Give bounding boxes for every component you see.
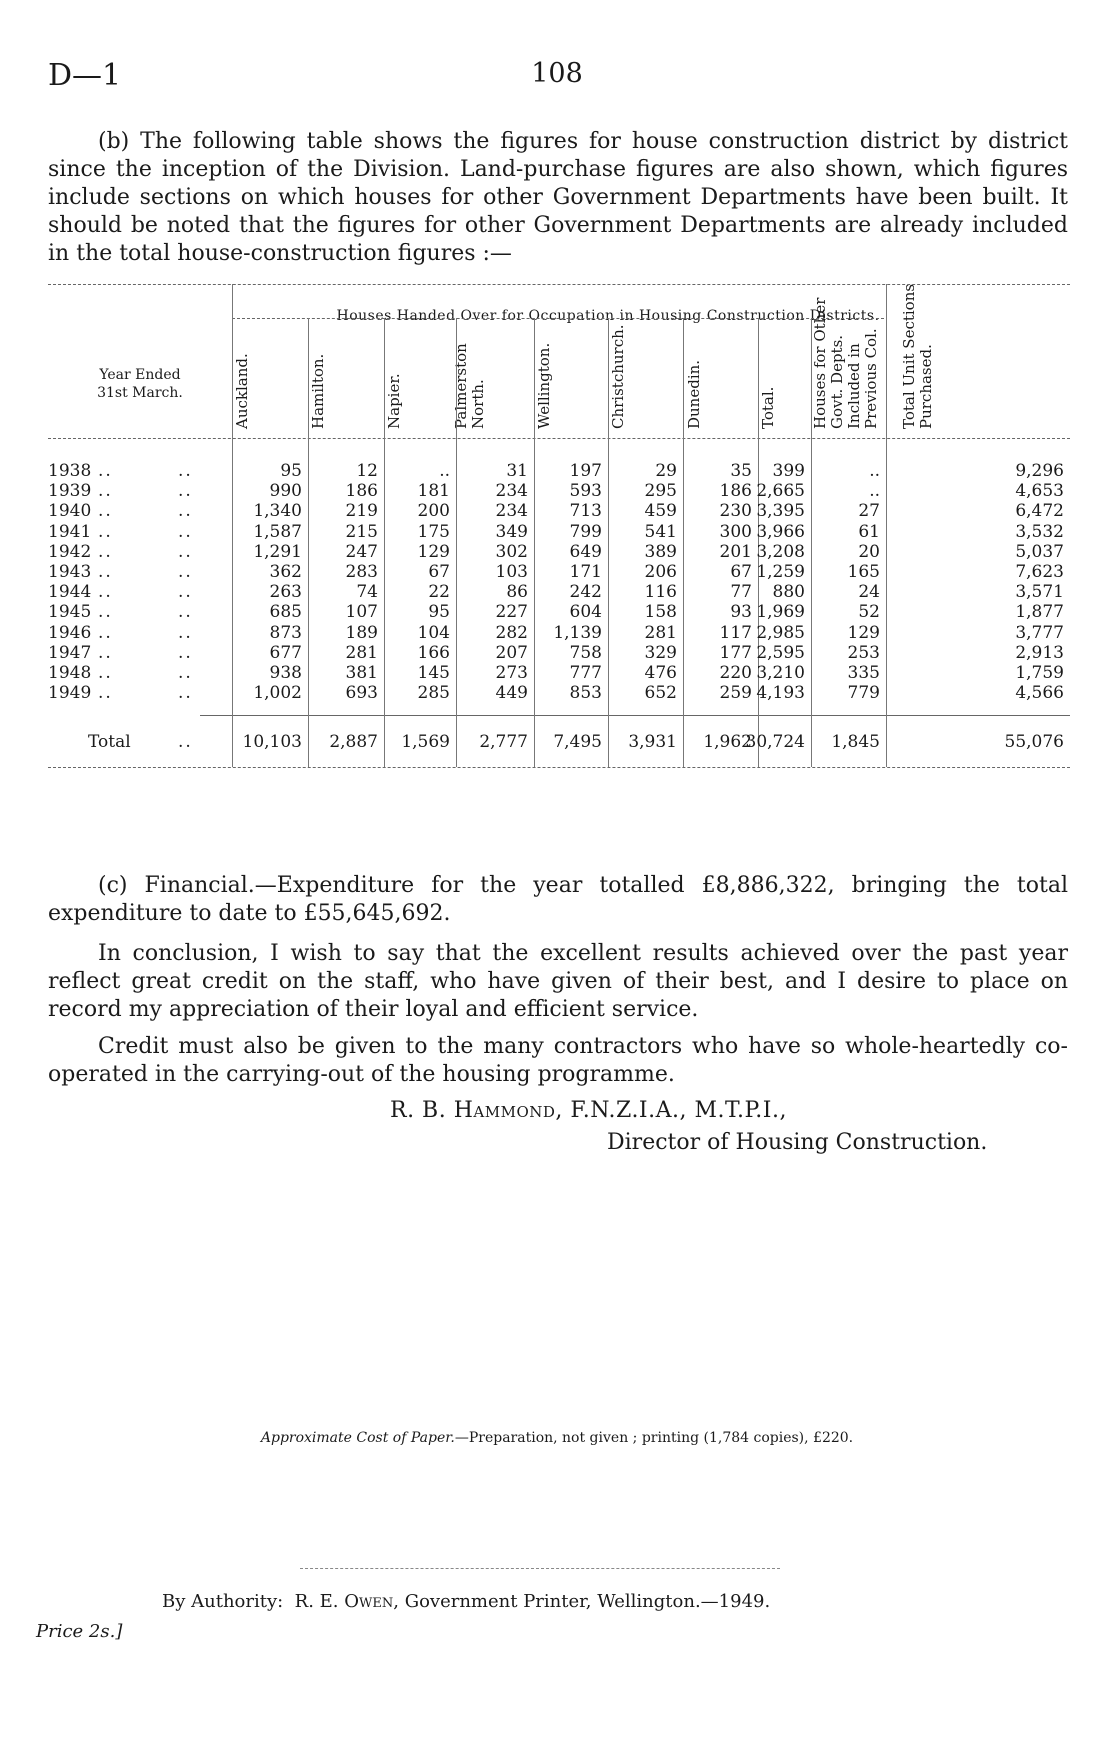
housing-table bbox=[48, 284, 1070, 854]
cell-dunedin: 220 bbox=[719, 663, 752, 683]
cell-other-depts: 24 bbox=[858, 582, 880, 603]
cell-sections: 4,653 bbox=[1015, 481, 1064, 502]
cell-dunedin: 201 bbox=[719, 541, 752, 562]
cell-palmerston: 31 bbox=[506, 461, 528, 481]
cell-auckland: 938 bbox=[269, 663, 302, 683]
cell-sections: 2,913 bbox=[1015, 642, 1064, 663]
rule-header-bottom bbox=[48, 438, 1070, 439]
cell-other-depts: 61 bbox=[858, 521, 880, 542]
cell-hamilton: 186 bbox=[345, 481, 378, 502]
row-leader-2: .. bbox=[178, 642, 193, 663]
row-leader-1: .. bbox=[98, 461, 113, 481]
cell-palmerston: 207 bbox=[495, 642, 528, 663]
cell-total: 3,966 bbox=[756, 521, 805, 542]
cell-hamilton: 283 bbox=[345, 562, 378, 582]
cell-christchurch: 329 bbox=[644, 642, 677, 663]
row-leader-1: .. bbox=[98, 501, 113, 522]
cell-hamilton: 189 bbox=[345, 622, 378, 643]
cell-sections: 3,571 bbox=[1015, 582, 1064, 603]
cell-other-depts: 52 bbox=[858, 602, 880, 623]
row-leader-1: .. bbox=[98, 642, 113, 663]
total-dunedin: 1,962 bbox=[703, 732, 752, 752]
cell-dunedin: 117 bbox=[719, 622, 752, 643]
paragraph-conclusion: In conclusion, I wish to say that the excellent results achieved over the past year reflect great credit on the staff, who have given of their best, and I desire to place on record my appreciation of their loyal and efficient service. bbox=[48, 941, 1068, 1022]
cell-other-depts: 253 bbox=[847, 642, 880, 663]
rule-bottom bbox=[48, 767, 1070, 768]
cell-total: 2,665 bbox=[756, 481, 805, 502]
row-leader-2: .. bbox=[178, 622, 193, 643]
cell-hamilton: 693 bbox=[345, 683, 378, 704]
cell-palmerston: 282 bbox=[495, 622, 528, 643]
cell-napier: 145 bbox=[417, 663, 450, 683]
cell-dunedin: 35 bbox=[730, 461, 752, 481]
row-leader-2: .. bbox=[178, 663, 193, 683]
row-leader-1: .. bbox=[98, 521, 113, 542]
cell-dunedin: 77 bbox=[730, 582, 752, 603]
row-leader-2: .. bbox=[178, 683, 193, 704]
table-row-year: 1948 bbox=[48, 663, 92, 683]
total-christchurch: 3,931 bbox=[628, 732, 677, 752]
cell-hamilton: 107 bbox=[345, 602, 378, 623]
row-leader-2: .. bbox=[178, 541, 193, 562]
cell-sections: 9,296 bbox=[1015, 461, 1064, 481]
cell-dunedin: 93 bbox=[730, 602, 752, 623]
cell-dunedin: 177 bbox=[719, 642, 752, 663]
cell-other-depts: 165 bbox=[847, 562, 880, 582]
col-header-christchurch: Christchurch. bbox=[609, 324, 627, 429]
total-total: 30,724 bbox=[745, 732, 805, 752]
cell-palmerston: 273 bbox=[495, 663, 528, 683]
cell-sections: 5,037 bbox=[1015, 541, 1064, 562]
col-rule bbox=[608, 318, 609, 767]
row-leader-1: .. bbox=[98, 481, 113, 502]
table-row-year: 1940 bbox=[48, 501, 92, 522]
cell-christchurch: 281 bbox=[644, 622, 677, 643]
col-rule bbox=[683, 318, 684, 767]
table-row-year: 1939 bbox=[48, 481, 92, 502]
col-header-other-depts: Houses for Other Govt. Depts. Included in Previous Col. bbox=[811, 297, 880, 429]
cell-sections: 6,472 bbox=[1015, 501, 1064, 522]
table-row-year: 1949 bbox=[48, 683, 92, 704]
row-leader-2: .. bbox=[178, 562, 193, 582]
cell-wellington: 777 bbox=[569, 663, 602, 683]
cell-wellington: 197 bbox=[569, 461, 602, 481]
cell-other-depts: 20 bbox=[858, 541, 880, 562]
cell-sections: 3,777 bbox=[1015, 622, 1064, 643]
total-row-label: Total bbox=[88, 732, 131, 752]
col-rule bbox=[308, 318, 309, 767]
col-header-auckland: Auckland. bbox=[233, 353, 251, 429]
cell-christchurch: 158 bbox=[644, 602, 677, 623]
total-hamilton: 2,887 bbox=[329, 732, 378, 752]
cell-wellington: 713 bbox=[569, 501, 602, 522]
col-header-palmerston: Palmerston North. bbox=[452, 343, 487, 429]
cell-sections: 1,877 bbox=[1015, 602, 1064, 623]
cell-dunedin: 300 bbox=[719, 521, 752, 542]
col-rule bbox=[384, 318, 385, 767]
cell-hamilton: 74 bbox=[356, 582, 378, 603]
cell-total: 4,193 bbox=[756, 683, 805, 704]
row-leader-2: .. bbox=[178, 481, 193, 502]
total-wellington: 7,495 bbox=[553, 732, 602, 752]
cell-christchurch: 29 bbox=[655, 461, 677, 481]
cell-total: 1,969 bbox=[756, 602, 805, 623]
table-row-year: 1945 bbox=[48, 602, 92, 623]
cell-auckland: 1,587 bbox=[253, 521, 302, 542]
cell-total: 399 bbox=[772, 461, 805, 481]
cell-auckland: 1,002 bbox=[253, 683, 302, 704]
row-leader-1: .. bbox=[98, 562, 113, 582]
total-napier: 1,569 bbox=[401, 732, 450, 752]
cell-palmerston: 302 bbox=[495, 541, 528, 562]
cell-hamilton: 215 bbox=[345, 521, 378, 542]
row-leader-2: .. bbox=[178, 582, 193, 603]
cell-wellington: 242 bbox=[569, 582, 602, 603]
cell-other-depts: 27 bbox=[858, 501, 880, 522]
cell-wellington: 799 bbox=[569, 521, 602, 542]
cell-total: 3,208 bbox=[756, 541, 805, 562]
cell-wellington: 1,139 bbox=[553, 622, 602, 643]
cell-auckland: 1,340 bbox=[253, 501, 302, 522]
footer-rule bbox=[300, 1568, 780, 1569]
cost-note: Approximate Cost of Paper.—Preparation, not given ; printing (1,784 copies), £220. bbox=[260, 1430, 854, 1446]
table-row-year: 1941 bbox=[48, 521, 92, 542]
cell-christchurch: 459 bbox=[644, 501, 677, 522]
total-sections: 55,076 bbox=[1004, 732, 1064, 752]
cell-sections: 4,566 bbox=[1015, 683, 1064, 704]
cell-hamilton: 381 bbox=[345, 663, 378, 683]
col-header-hamilton: Hamilton. bbox=[309, 353, 327, 429]
rule-total-top bbox=[200, 715, 1070, 716]
cell-christchurch: 541 bbox=[644, 521, 677, 542]
cell-dunedin: 230 bbox=[719, 501, 752, 522]
cell-napier: 22 bbox=[428, 582, 450, 603]
cell-christchurch: 116 bbox=[644, 582, 677, 603]
cell-wellington: 171 bbox=[569, 562, 602, 582]
cell-dunedin: 259 bbox=[719, 683, 752, 704]
col-header-napier: Napier. bbox=[385, 373, 403, 429]
cell-sections: 3,532 bbox=[1015, 521, 1064, 542]
cell-auckland: 362 bbox=[269, 562, 302, 582]
page-number: 108 bbox=[531, 58, 583, 89]
cell-napier: 285 bbox=[417, 683, 450, 704]
cell-total: 3,210 bbox=[756, 663, 805, 683]
col-header-dunedin: Dunedin. bbox=[685, 359, 703, 429]
cell-sections: 1,759 bbox=[1015, 663, 1064, 683]
cell-christchurch: 652 bbox=[644, 683, 677, 704]
rule-top bbox=[48, 284, 1070, 285]
row-leader-1: .. bbox=[98, 541, 113, 562]
cell-auckland: 95 bbox=[280, 461, 302, 481]
cell-wellington: 593 bbox=[569, 481, 602, 502]
cell-auckland: 1,291 bbox=[253, 541, 302, 562]
paragraph-b: (b) The following table shows the figures for house construction district by district since the inception of the Division. Land-purchase figures are also shown, which figures include sections on which houses for other Government Departments have been built. It should be noted that the figures for other Government Departments are already included in the total house-construction figures :— bbox=[48, 129, 1068, 266]
cell-wellington: 604 bbox=[569, 602, 602, 623]
table-row-year: 1942 bbox=[48, 541, 92, 562]
cell-total: 1,259 bbox=[756, 562, 805, 582]
table-row-year: 1938 bbox=[48, 461, 92, 481]
cell-palmerston: 103 bbox=[495, 562, 528, 582]
row-leader-1: .. bbox=[98, 602, 113, 623]
cell-total: 880 bbox=[772, 582, 805, 603]
table-group-header: Houses Handed Over for Occupation in Housing Construction Districts. bbox=[336, 308, 880, 324]
cell-hamilton: 12 bbox=[356, 461, 378, 481]
cell-other-depts: .. bbox=[869, 461, 880, 481]
col-rule bbox=[534, 318, 535, 767]
cell-palmerston: 86 bbox=[506, 582, 528, 603]
year-column-header: Year Ended 31st March. bbox=[97, 367, 183, 401]
table-row-year: 1946 bbox=[48, 622, 92, 643]
cell-auckland: 873 bbox=[269, 622, 302, 643]
cell-sections: 7,623 bbox=[1015, 562, 1064, 582]
cell-total: 2,595 bbox=[756, 642, 805, 663]
cell-other-depts: 779 bbox=[847, 683, 880, 704]
cell-auckland: 990 bbox=[269, 481, 302, 502]
col-header-total: Total. bbox=[759, 386, 777, 429]
price: Price 2s.] bbox=[36, 1621, 123, 1642]
table-row-year: 1943 bbox=[48, 562, 92, 582]
paragraph-credit: Credit must also be given to the many contractors who have so whole-heartedly co-operated in the carrying-out of the housing programme. bbox=[48, 1034, 1068, 1087]
cell-napier: 67 bbox=[428, 562, 450, 582]
total-other-depts: 1,845 bbox=[831, 732, 880, 752]
cell-napier: .. bbox=[439, 461, 450, 481]
cell-palmerston: 349 bbox=[495, 521, 528, 542]
row-leader-1: .. bbox=[98, 683, 113, 704]
col-header-sections: Total Unit Sections Purchased. bbox=[900, 283, 935, 429]
cell-christchurch: 295 bbox=[644, 481, 677, 502]
cell-napier: 104 bbox=[417, 622, 450, 643]
cell-wellington: 758 bbox=[569, 642, 602, 663]
cell-wellington: 853 bbox=[569, 683, 602, 704]
cell-total: 2,985 bbox=[756, 622, 805, 643]
cell-hamilton: 281 bbox=[345, 642, 378, 663]
cell-christchurch: 476 bbox=[644, 663, 677, 683]
cell-other-depts: 129 bbox=[847, 622, 880, 643]
cell-dunedin: 186 bbox=[719, 481, 752, 502]
total-leader: .. bbox=[178, 732, 193, 752]
row-leader-2: .. bbox=[178, 602, 193, 623]
cell-dunedin: 67 bbox=[730, 562, 752, 582]
cell-christchurch: 389 bbox=[644, 541, 677, 562]
col-header-wellington: Wellington. bbox=[535, 342, 553, 429]
cell-palmerston: 227 bbox=[495, 602, 528, 623]
col-rule bbox=[811, 318, 812, 767]
cell-palmerston: 234 bbox=[495, 481, 528, 502]
cell-palmerston: 449 bbox=[495, 683, 528, 704]
row-leader-2: .. bbox=[178, 501, 193, 522]
cell-other-depts: 335 bbox=[847, 663, 880, 683]
cell-total: 3,395 bbox=[756, 501, 805, 522]
col-rule bbox=[886, 284, 887, 767]
cell-palmerston: 234 bbox=[495, 501, 528, 522]
paragraph-financial: (c) Financial.—Expenditure for the year totalled £8,886,322, bringing the total expenditure to date to £55,645,692. bbox=[48, 873, 1068, 926]
cell-auckland: 677 bbox=[269, 642, 302, 663]
cell-napier: 166 bbox=[417, 642, 450, 663]
cell-hamilton: 247 bbox=[345, 541, 378, 562]
cell-auckland: 685 bbox=[269, 602, 302, 623]
authority-line: By Authority: R. E. Owen, Government Printer, Wellington.—1949. bbox=[162, 1591, 771, 1612]
table-row-year: 1944 bbox=[48, 582, 92, 603]
cell-christchurch: 206 bbox=[644, 562, 677, 582]
signature-name: R. B. Hammond, F.N.Z.I.A., M.T.P.I., bbox=[390, 1098, 787, 1123]
rule-group bbox=[232, 318, 884, 319]
table-row-year: 1947 bbox=[48, 642, 92, 663]
row-leader-2: .. bbox=[178, 461, 193, 481]
col-rule bbox=[456, 318, 457, 767]
cell-auckland: 263 bbox=[269, 582, 302, 603]
total-auckland: 10,103 bbox=[242, 732, 302, 752]
cell-napier: 129 bbox=[417, 541, 450, 562]
signature-title: Director of Housing Construction. bbox=[607, 1130, 988, 1155]
cell-napier: 95 bbox=[428, 602, 450, 623]
cell-other-depts: .. bbox=[869, 481, 880, 502]
cell-napier: 181 bbox=[417, 481, 450, 502]
cell-napier: 175 bbox=[417, 521, 450, 542]
row-leader-1: .. bbox=[98, 663, 113, 683]
cell-hamilton: 219 bbox=[345, 501, 378, 522]
cell-wellington: 649 bbox=[569, 541, 602, 562]
row-leader-1: .. bbox=[98, 622, 113, 643]
cell-napier: 200 bbox=[417, 501, 450, 522]
row-leader-2: .. bbox=[178, 521, 193, 542]
series-code: D—1 bbox=[48, 58, 122, 93]
col-rule bbox=[232, 284, 233, 767]
row-leader-1: .. bbox=[98, 582, 113, 603]
total-palmerston: 2,777 bbox=[479, 732, 528, 752]
